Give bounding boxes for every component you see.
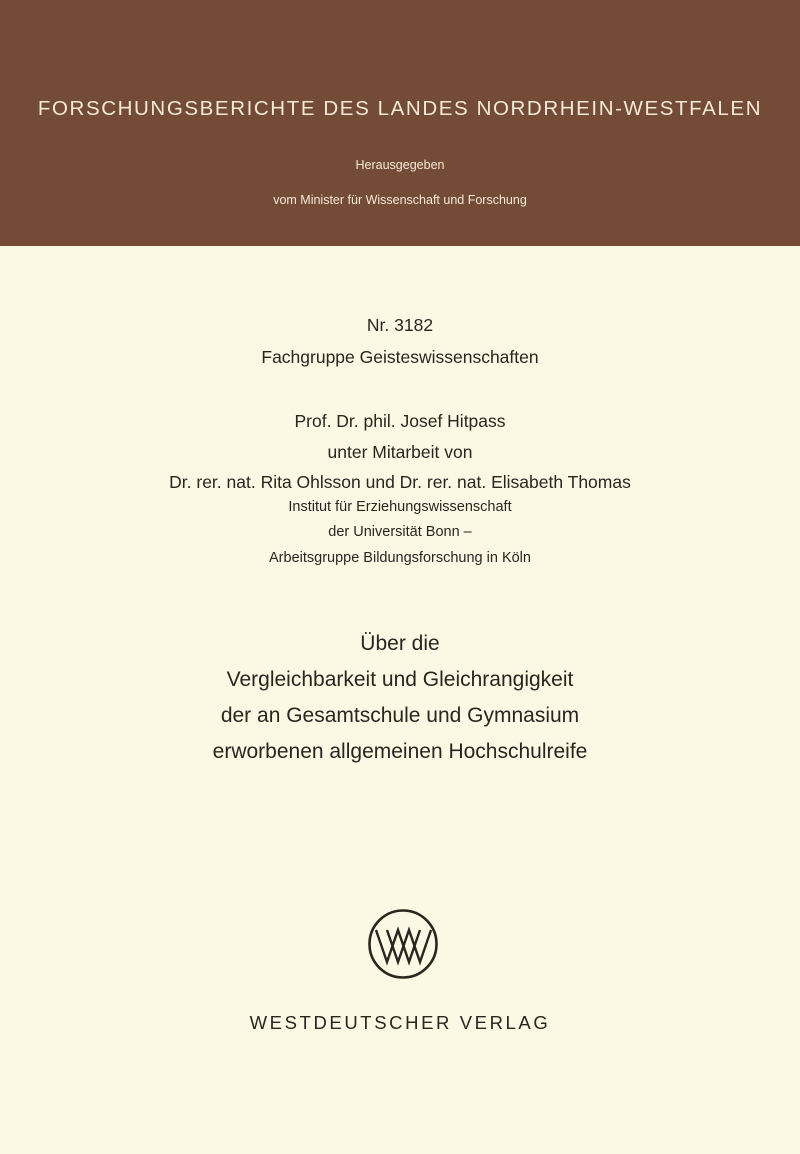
book-title-line: Über die xyxy=(360,632,440,655)
book-title-line: Vergleichbarkeit und Gleichrangigkeit xyxy=(226,668,574,691)
institution-line: der Universität Bonn – xyxy=(328,524,472,540)
series-title: FORSCHUNGSBERICHTE DES LANDES NORDRHEIN-WESTFALEN xyxy=(37,97,763,120)
institution-line: Arbeitsgruppe Bildungsforschung in Köln xyxy=(269,550,531,566)
publisher-logo-icon xyxy=(367,908,439,980)
institution-line: Institut für Erziehungswissenschaft xyxy=(288,499,512,515)
editor-label: Herausgegeben xyxy=(355,158,445,172)
collaboration-label: unter Mitarbeit von xyxy=(327,442,473,462)
series-number: Nr. 3182 xyxy=(366,315,434,335)
book-title-line: erworbenen allgemeinen Hochschulreife xyxy=(212,740,588,763)
coauthors: Dr. rer. nat. Rita Ohlsson und Dr. rer. nat. Elisabeth Thomas xyxy=(169,472,631,492)
editor-name: vom Minister für Wissenschaft und Forschung xyxy=(273,193,527,207)
subject-group: Fachgruppe Geisteswissenschaften xyxy=(261,347,539,367)
book-title-line: der an Gesamtschule und Gymnasium xyxy=(220,704,580,727)
main-author: Prof. Dr. phil. Josef Hitpass xyxy=(294,411,506,431)
publisher-name: WESTDEUTSCHER VERLAG xyxy=(249,1012,551,1033)
header-band xyxy=(0,0,800,246)
